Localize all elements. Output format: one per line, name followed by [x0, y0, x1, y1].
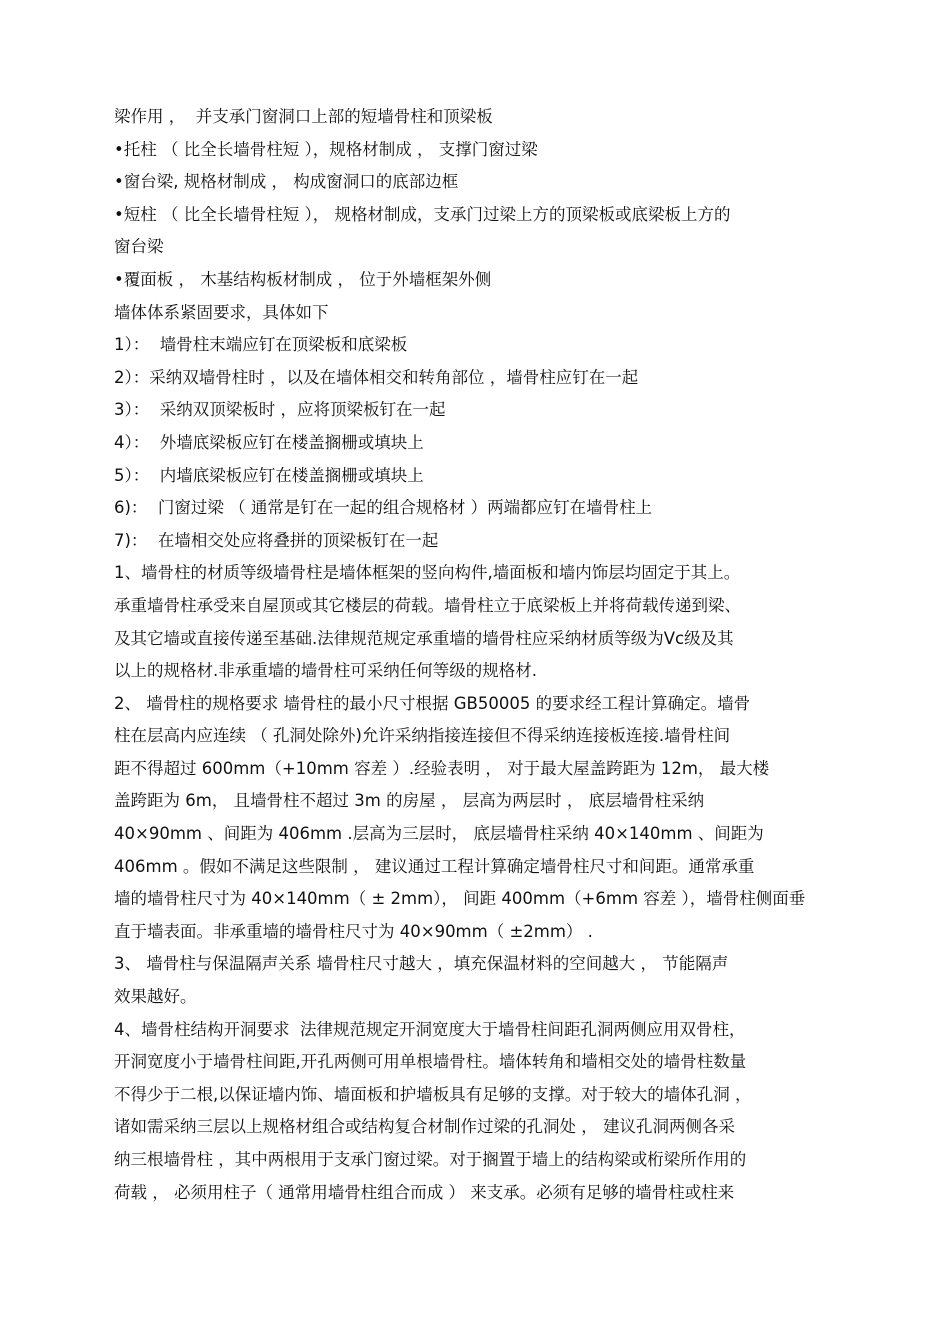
text-line: 窗台梁: [114, 237, 164, 257]
section-intro: 墙体体系紧固要求，具体如下: [114, 302, 329, 322]
paragraph-line: 柱在层高内应连续 （ 孔洞处除外)允许采纳指接连接但不得采纳连接板连接.墙骨柱间: [114, 726, 731, 746]
paragraph-line: 以上的规格材.非承重墙的墙骨柱可采纳任何等级的规格材.: [114, 661, 537, 681]
paragraph-line: 3、 墙骨柱与保温隔声关系 墙骨柱尺寸越大 ，填充保温材料的空间越大 ， 节能隔声: [114, 954, 729, 974]
list-item: 3）： 采纳双顶梁板时 ，应将顶梁板钉在一起: [114, 400, 446, 420]
paragraph-line: 诸如需采纳三层以上规格材组合或结构复合材制作过梁的孔洞处 ， 建议孔洞两侧各采: [114, 1117, 735, 1137]
paragraph-line: 不得少于二根,以保证墙内饰、墙面板和护墙板具有足够的支撑。对于较大的墙体孔洞 ，: [114, 1084, 752, 1104]
list-item: 1）： 墙骨柱末端应钉在顶梁板和底梁板: [114, 335, 408, 355]
paragraph-line: 墙的墙骨柱尺寸为 40×140mm（ ± 2mm）， 间距 400mm（+6mm 容差 ），墙骨柱侧面垂: [114, 889, 806, 909]
paragraph-line: 2、 墙骨柱的规格要求 墙骨柱的最小尺寸根据 GB50005 的要求经工程计算确定。墙骨: [114, 693, 751, 713]
paragraph-line: 406mm 。假如不满足这些限制 ， 建议通过工程计算确定墙骨柱尺寸和间距。通常承重: [114, 856, 755, 876]
paragraph-line: 距不得超过 600mm（+10mm 容差 ）.经验表明 ， 对于最大屋盖跨距为 12m， 最大楼: [114, 758, 770, 778]
paragraph-line: 效果越好。: [114, 987, 197, 1007]
paragraph-line: 40×90mm 、间距为 406mm .层高为三层时， 底层墙骨柱采纳 40×140mm 、间距为: [114, 824, 764, 844]
list-item: 6)： 门窗过梁 （ 通常是钉在一起的组合规格材 ）两端都应钉在墙骨柱上: [114, 498, 653, 518]
paragraph-line: 承重墙骨柱承受来自屋顶或其它楼层的荷载。墙骨柱立于底梁板上并将荷载传递到梁、: [114, 595, 741, 615]
paragraph-line: 盖跨距为 6m， 且墙骨柱不超过 3m 的房屋 ， 层高为两层时 ， 底层墙骨柱采纳: [114, 791, 705, 811]
text-line: 梁作用 ， 并支承门窗洞口上部的短墙骨柱和顶梁板: [114, 107, 493, 126]
paragraph-line: 开洞宽度小于墙骨柱间距,开孔两侧可用单根墙骨柱。墙体转角和墙相交处的墙骨柱数量: [114, 1052, 747, 1072]
paragraph-line: 及其它墙或直接传递至基础.法律规范规定承重墙的墙骨柱应采纳材质等级为Vc级及其: [114, 628, 734, 648]
paragraph-line: 4、墙骨柱结构开洞要求 法律规范规定开洞宽度大于墙骨柱间距孔洞两侧应用双骨柱，: [114, 1019, 746, 1039]
document-body: [114, 101, 854, 1209]
list-item: 2）：采纳双墙骨柱时 ，以及在墙体相交和转角部位 ，墙骨柱应钉在一起: [114, 367, 639, 387]
bullet-item: •托柱 （ 比全长墙骨柱短 ），规格材制成 ， 支撑门窗过梁: [114, 139, 538, 159]
list-item: 7)： 在墙相交处应将叠拼的顶梁板钉在一起: [114, 530, 439, 550]
list-item: 4）： 外墙底梁板应钉在楼盖搁栅或填块上: [114, 432, 424, 452]
paragraph-line: 1、墙骨柱的材质等级墙骨柱是墙体框架的竖向构件,墙面板和墙内饰层均固定于其上。: [114, 563, 741, 583]
paragraph-line: 荷载 ， 必须用柱子（ 通常用墙骨柱组合而成 ） 来支承。必须有足够的墙骨柱或柱来: [114, 1182, 735, 1202]
bullet-item: •覆面板 ， 木基结构板材制成 ， 位于外墙框架外侧: [114, 269, 492, 289]
bullet-item: •窗台梁, 规格材制成 ， 构成窗洞口的底部边框: [114, 172, 459, 192]
bullet-item: •短柱 （ 比全长墙骨柱短 ）， 规格材制成，支承门过梁上方的顶梁板或底梁板上方的: [114, 204, 731, 224]
paragraph-line: 纳三根墙骨柱 ，其中两根用于支承门窗过梁。对于搁置于墙上的结构梁或桁梁所作用的: [114, 1150, 747, 1169]
paragraph-line: 直于墙表面。非承重墙的墙骨柱尺寸为 40×90mm（ ±2mm） .: [114, 921, 593, 941]
list-item: 5）： 内墙底梁板应钉在楼盖搁栅或填块上: [114, 465, 424, 485]
